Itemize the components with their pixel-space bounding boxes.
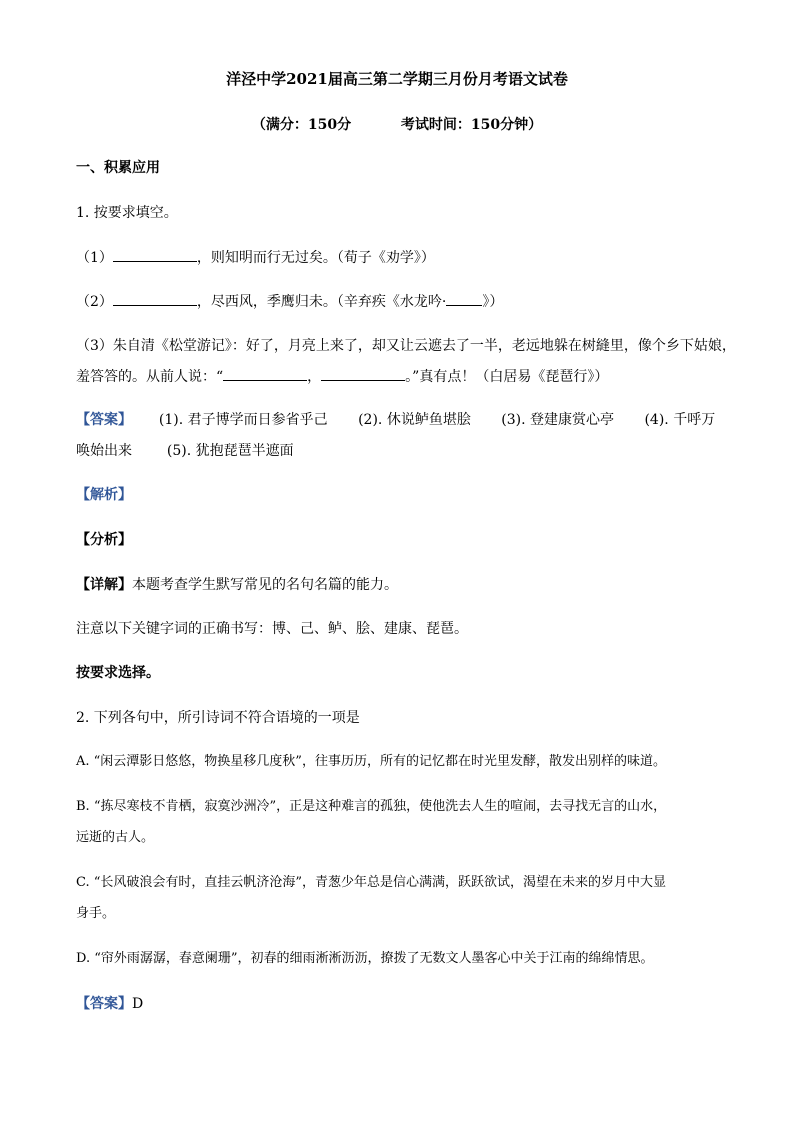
option-b-line2: 远逝的古人。 — [76, 830, 155, 845]
question-1-1 — [76, 247, 724, 268]
exam-subtitle — [0, 114, 794, 134]
sub-question-text: ，尽西风，季鹰归未。（辛弃疾《水龙吟· — [196, 294, 447, 310]
answer-item: (2). 休说鲈鱼堪脍 — [358, 412, 471, 428]
answer-item: 唤始出来 — [76, 443, 132, 459]
detail-text: 本题考查学生默写常见的名句名篇的能力。 — [132, 577, 398, 593]
sub-question-text: ， — [307, 369, 322, 385]
sub-question-text: 。”真有点！（白居易《琵琶行》） — [405, 369, 609, 385]
option-c-line1: C. “长风破浪会有时，直挂云帆济沧海”，青葱少年总是信心满满，跃跃欲试，渴望在未来的岁月中大显 — [76, 875, 667, 890]
fenxi-tag: 【分析】 — [76, 532, 132, 548]
option-b-line1: B. “拣尽寒枝不肯栖，寂寞沙洲冷”，正是这种难言的孤独，使他洗去人生的喧闹，去寻找无言的山水， — [76, 799, 667, 814]
sub-question-text: 羞答答的。从前人说：“ — [76, 369, 224, 385]
fill-blank — [113, 291, 197, 306]
detail-tag: 【详解】 — [76, 577, 132, 593]
option-a: A. “闲云潭影日悠悠，物换星移几度秋”，往事历历，所有的记忆都在时光里发酵，散发出别样的味道。 — [76, 754, 666, 769]
section-heading-1: 一、积累应用 — [76, 160, 160, 176]
fill-blank — [446, 291, 482, 306]
answer-item: (3). 登建康赏心亭 — [501, 412, 615, 428]
question-1-stem: 1. 按要求填空。 — [76, 205, 178, 221]
sub-question-text: 》） — [482, 294, 504, 310]
fill-blank — [223, 366, 307, 381]
option-c-line2: 身手。 — [76, 906, 116, 921]
question-1-3-line1: （3）朱自清《松堂游记》：好了，月亮上来了，却又让云遮去了一半，老远地躲在树縫里，像个乡下姑娘， — [76, 338, 736, 354]
answer-item: (4). 千呼万 — [644, 412, 716, 428]
detail-line — [76, 575, 724, 595]
answer-item: (1). 君子博学而日参省乎己 — [158, 412, 328, 428]
spelling-note: 注意以下关键字词的正确书写：博、己、鲈、脍、建康、琵琶。 — [76, 621, 468, 637]
option-d: D. “帘外雨潺潺，春意阑珊”，初春的细雨淅淅沥沥，撩拨了无数文人墨客心中关于江南的绵绵情思。 — [76, 951, 654, 966]
answer-tag: 【答案】 — [76, 412, 132, 428]
sub-question-text: ，则知明而行无过矣。（荀子《劝学》） — [196, 250, 435, 266]
analysis-tag: 【解析】 — [76, 487, 132, 503]
fill-blank — [321, 366, 405, 381]
full-score: （满分：150分 — [251, 117, 352, 133]
section-heading-2: 按要求选择。 — [76, 665, 160, 681]
exam-time: 考试时间：150分钟） — [400, 117, 543, 133]
fill-blank — [113, 247, 197, 262]
answer-1-line2 — [76, 441, 724, 461]
question-2-stem: 2. 下列各句中，所引诗词不符合语境的一项是 — [76, 710, 360, 726]
answer-item: (5). 犹抱琵琶半遮面 — [166, 443, 294, 459]
question-1-3-line2 — [76, 366, 724, 387]
exam-title: 洋泾中学2021届高三第二学期三月份月考语文试卷 — [226, 70, 568, 88]
question-1-2 — [76, 291, 724, 312]
answer-value: D — [132, 996, 144, 1012]
answer-tag: 【答案】 — [76, 996, 132, 1012]
answer-1-line1 — [76, 410, 724, 430]
sub-question-number: （1） — [76, 250, 113, 266]
sub-question-number: （2） — [76, 294, 113, 310]
answer-2 — [76, 994, 724, 1014]
